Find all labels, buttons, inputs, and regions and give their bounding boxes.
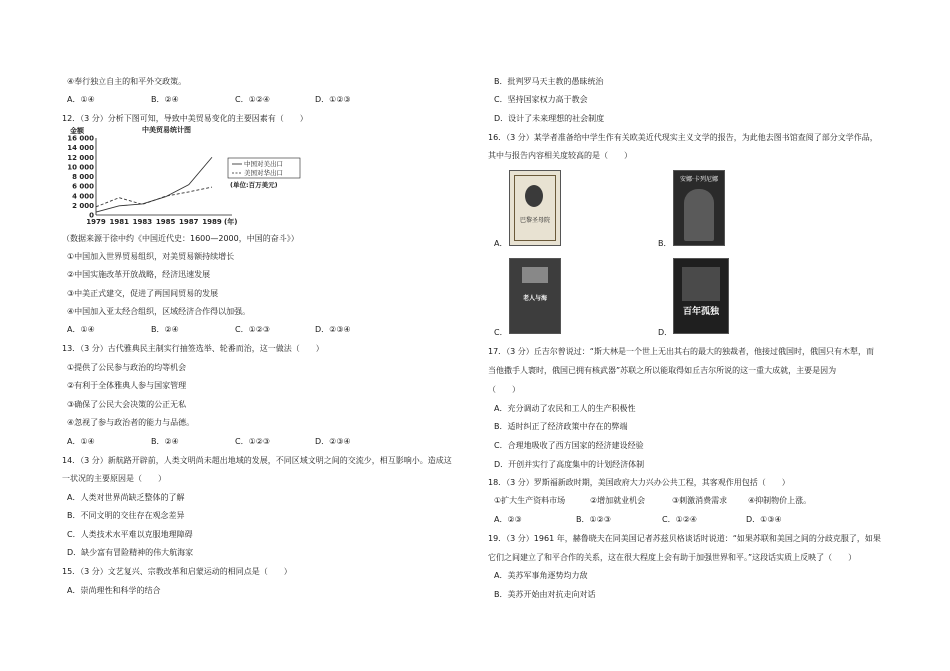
q18-options bbox=[494, 514, 894, 525]
q11-option-b[interactable]: B．②④ bbox=[151, 95, 179, 104]
trade-chart bbox=[62, 124, 312, 230]
q18-item-2: ②增加就业机会 bbox=[590, 496, 646, 505]
q18-item-4: ④抑制物价上涨。 bbox=[748, 496, 812, 505]
q16-option-a-label[interactable]: A． bbox=[494, 239, 508, 248]
q12-item-1: ①中国加入世界贸易组织，对美贸易额持续增长 bbox=[67, 252, 235, 261]
chart-legend bbox=[228, 158, 300, 189]
chart-title: 中美贸易统计图 bbox=[142, 126, 191, 134]
x-tick-label: 1979 bbox=[86, 218, 106, 226]
q11-option-c[interactable]: C．①②④ bbox=[235, 95, 271, 104]
q13-item-2: ②有利于全体雅典人参与国家管理 bbox=[67, 381, 187, 390]
q18-option-b[interactable]: B．①②③ bbox=[576, 515, 612, 524]
q16-option-b-label[interactable]: B． bbox=[658, 239, 672, 248]
q18-items bbox=[494, 495, 894, 506]
x-tick-label: 1987 bbox=[179, 218, 199, 226]
book-cover-d[interactable] bbox=[673, 258, 729, 334]
q17-option-a[interactable]: A．充分调动了农民和工人的生产积极性 bbox=[494, 404, 636, 413]
q17-option-c[interactable]: C．合理地吸收了西方国家的经济建设经验 bbox=[494, 441, 644, 450]
q19-stem-line1: 19．（3 分）1961 年，赫鲁晓夫在同美国记者苏兹贝格谈话时说道：“如果苏联和美国之间的分歧克服了，如果 bbox=[488, 534, 881, 543]
legend-series-1: 中国对美出口 bbox=[244, 160, 283, 168]
portrait-icon bbox=[525, 185, 543, 207]
q12-source: （数据来源于徐中约《中国近代史：1600—2000，中国的奋斗》） bbox=[62, 234, 299, 243]
series-line-2 bbox=[96, 187, 212, 207]
q16-stem-line1: 16．（3 分）某学者准备给中学生作有关欧美近代现实主义文学的报告，为此他去图书馆查阅了部分文学作品， bbox=[488, 133, 878, 142]
y-tick-label: 0 bbox=[89, 211, 94, 220]
book-title-a: 巴黎圣母院 bbox=[519, 217, 550, 224]
q12-item-2: ②中国实施改革开放战略，经济迅速发展 bbox=[67, 270, 211, 279]
x-tick-label: 1981 bbox=[109, 218, 129, 226]
q13-stem: 13．（3 分）古代雅典民主制实行抽签选举、轮番而治，这一做法（ ） bbox=[62, 344, 324, 353]
q13-item-1: ①提供了公民参与政治的均等机会 bbox=[67, 363, 187, 372]
q12-option-c[interactable]: C．①②③ bbox=[235, 325, 271, 334]
q12-options bbox=[67, 324, 447, 335]
q15-option-d[interactable]: D．设计了未来理想的社会制度 bbox=[494, 114, 605, 123]
q15-option-c[interactable]: C．坚持国家权力高于教会 bbox=[494, 95, 588, 104]
book-title-d: 百年孤独 bbox=[682, 307, 719, 317]
legend-series-2: 美国对华出口 bbox=[244, 169, 283, 177]
q17-stem-line3: （ ） bbox=[488, 385, 520, 394]
q14-option-b[interactable]: B．不同文明的交往存在观念差异 bbox=[67, 511, 185, 520]
q16-stem-line2: 其中与报告内容相关度较高的是（ ） bbox=[488, 151, 632, 160]
q11-item-4: ④奉行独立自主的和平外交政策。 bbox=[67, 77, 187, 86]
chart-unit: (单位:百万美元) bbox=[230, 181, 278, 189]
x-tick-label: 1989 bbox=[202, 218, 222, 226]
q15-option-b[interactable]: B．批判罗马天主教的愚昧统治 bbox=[494, 77, 604, 86]
y-tick-label: 14 000 bbox=[67, 144, 94, 153]
q12-option-a[interactable]: A．①④ bbox=[67, 325, 95, 334]
q13-option-c[interactable]: C．①②③ bbox=[235, 437, 271, 446]
q14-option-a[interactable]: A．人类对世界尚缺乏整体的了解 bbox=[67, 493, 185, 502]
q15-stem: 15．（3 分）文艺复兴、宗教改革和启蒙运动的相同点是（ ） bbox=[62, 567, 292, 576]
q18-stem: 18．（3 分）罗斯福新政时期，美国政府大力兴办公共工程，其客观作用包括（ ） bbox=[488, 478, 790, 487]
book-cover-b[interactable] bbox=[673, 170, 725, 246]
y-tick-label: 16 000 bbox=[67, 134, 94, 143]
chart-ylabel: 金额 bbox=[70, 127, 84, 135]
y-tick-label: 12 000 bbox=[67, 153, 94, 162]
q12-option-d[interactable]: D．②③④ bbox=[315, 325, 351, 334]
q16-option-c-label[interactable]: C． bbox=[494, 328, 508, 337]
q18-option-d[interactable]: D．①③④ bbox=[746, 515, 782, 524]
q12-stem: 12．（3 分）分析下图可知，导致中美贸易变化的主要因素有（ ） bbox=[62, 114, 308, 123]
y-tick-label: 6 000 bbox=[72, 182, 94, 191]
chart-xlabel: (年) bbox=[224, 218, 238, 226]
q19-option-b[interactable]: B．美苏开始由对抗走向对话 bbox=[494, 590, 596, 599]
q14-option-d[interactable]: D．缺少富有冒险精神的伟大航海家 bbox=[67, 548, 194, 557]
q11-option-d[interactable]: D．①②③ bbox=[315, 95, 351, 104]
q15-option-a[interactable]: A．崇尚理性和科学的结合 bbox=[67, 586, 161, 595]
q14-stem-line2: 一状况的主要原因是（ ） bbox=[62, 474, 166, 483]
q11-option-a[interactable]: A．①④ bbox=[67, 95, 95, 104]
x-tick-label: 1983 bbox=[132, 218, 153, 226]
x-tick-label: 1985 bbox=[155, 218, 176, 226]
q13-option-d[interactable]: D．②③④ bbox=[315, 437, 351, 446]
y-tick-label: 2 000 bbox=[72, 201, 94, 210]
q18-item-1: ①扩大生产资料市场 bbox=[494, 496, 566, 505]
q18-item-3: ③刺激消费需求 bbox=[672, 496, 728, 505]
figure-icon bbox=[684, 189, 714, 241]
q17-stem-line2: 当他撒手人寰时，俄国已拥有核武器”苏联之所以能取得如丘吉尔所说的这一重大成就，主要是因为 bbox=[488, 366, 837, 375]
q19-stem-line2: 它们之间建立了和平合作的关系，这在很大程度上会有助于加强世界和平。”这段话实质上反映了（ ） bbox=[488, 553, 857, 562]
q13-option-a[interactable]: A．①④ bbox=[67, 437, 95, 446]
y-tick-label: 10 000 bbox=[67, 163, 94, 172]
q12-option-b[interactable]: B．②④ bbox=[151, 325, 179, 334]
cover-image bbox=[682, 267, 720, 301]
q11-options bbox=[67, 94, 447, 105]
y-tick-label: 4 000 bbox=[72, 192, 94, 201]
y-tick-label: 8 000 bbox=[72, 173, 94, 181]
q17-option-d[interactable]: D．开创并实行了高度集中的计划经济体制 bbox=[494, 460, 645, 469]
cover-image bbox=[522, 267, 548, 283]
q17-stem-line1: 17．（3 分）丘吉尔曾说过：“斯大林是一个世上无出其右的最大的独裁者，他接过俄国时，俄国只有木犁，而 bbox=[488, 347, 874, 356]
q14-stem-line1: 14．（3 分）新航路开辟前，人类文明尚未超出地域的发展，不同区域文明之间的交流少，相互影响小。造成这 bbox=[62, 456, 452, 465]
q18-option-c[interactable]: C．①②④ bbox=[662, 515, 698, 524]
series-line-1 bbox=[96, 157, 212, 212]
book-title-c: 老人与海 bbox=[522, 295, 547, 302]
q12-item-3: ③中美正式建交，促进了两国间贸易的发展 bbox=[67, 289, 219, 298]
q16-option-d-label[interactable]: D． bbox=[658, 328, 673, 337]
book-cover-a[interactable] bbox=[509, 170, 561, 246]
q19-option-a[interactable]: A．美苏军事角逐势均力敌 bbox=[494, 571, 588, 580]
q13-item-3: ③确保了公民大会决策的公正无私 bbox=[67, 400, 187, 409]
q17-option-b[interactable]: B．适时纠正了经济政策中存在的弊端 bbox=[494, 422, 628, 431]
q13-options bbox=[67, 436, 447, 447]
q14-option-c[interactable]: C．人类技术水平难以克服地理障碍 bbox=[67, 530, 193, 539]
q13-item-4: ④忽视了参与政治者的能力与品德。 bbox=[67, 418, 195, 427]
q12-item-4: ④中国加入亚太经合组织，区域经济合作得以加强。 bbox=[67, 307, 251, 316]
q18-option-a[interactable]: A．②③ bbox=[494, 515, 522, 524]
q13-option-b[interactable]: B．②④ bbox=[151, 437, 179, 446]
book-title-b: 安娜·卡列尼娜 bbox=[680, 176, 718, 183]
book-cover-c[interactable] bbox=[509, 258, 561, 334]
